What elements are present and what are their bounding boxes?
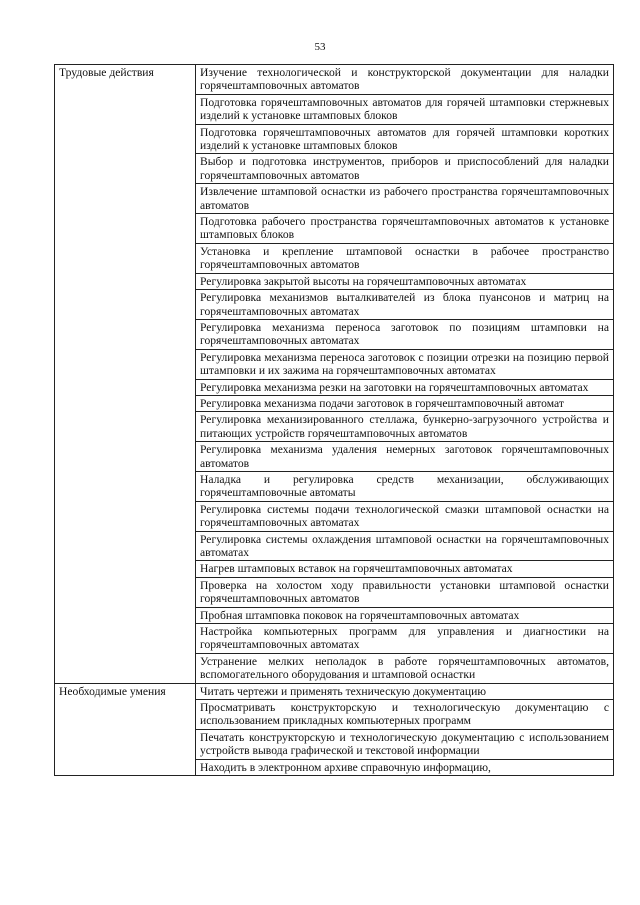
table-cell-item: Регулировка механизма подачи заготовок в горячештамповочный автомат (196, 395, 614, 411)
table-row (55, 65, 614, 95)
table-cell-item: Регулировка системы охлаждения штамповой оснастки на горячештамповочных автоматах (196, 531, 614, 561)
table-cell-item: Извлечение штамповой оснастки из рабочего пространства горячештамповочных автоматов (196, 184, 614, 214)
table-cell-item: Подготовка горячештамповочных автоматов для горячей штамповки коротких изделий к установке штамповых блоков (196, 124, 614, 154)
table-cell-item: Пробная штамповка поковок на горячештамповочных автоматах (196, 607, 614, 623)
table-cell-item: Выбор и подготовка инструментов, приборов и приспособлений для наладки горячештамповочных автоматов (196, 154, 614, 184)
table-cell-item: Подготовка рабочего пространства горячештамповочных автоматов к установке штамповых блоков (196, 214, 614, 244)
table-cell-item: Подготовка горячештамповочных автоматов для горячей штамповки стержневых изделий к установке штамповых блоков (196, 94, 614, 124)
table-cell-item: Печатать конструкторскую и технологическую документацию с использованием устройств вывода графической и текстовой информации (196, 729, 614, 759)
table-cell-item: Настройка компьютерных программ для управления и диагностики на горячештамповочных автоматах (196, 624, 614, 654)
table-cell-item: Устранение мелких неполадок в работе горячештамповочных автоматов, вспомогательного оборудования и штамповой оснастки (196, 653, 614, 683)
table-cell-item: Изучение технологической и конструкторской документации для наладки горячештамповочных автоматов (196, 65, 614, 95)
table-cell-item: Наладка и регулировка средств механизации, обслуживающих горячештамповочные автоматы (196, 471, 614, 501)
section-label: Трудовые действия (55, 65, 196, 684)
table-cell-item: Нагрев штамповых вставок на горячештамповочных автоматах (196, 561, 614, 577)
table-cell-item: Регулировка механизма переноса заготовок с позиции отрезки на позицию первой штамповки и их зажима на горячештамповочных автоматах (196, 349, 614, 379)
table-cell-item: Регулировка механизированного стеллажа, бункерно-загрузочного устройства и питающих устройств горячештамповочных автоматов (196, 412, 614, 442)
table-cell-item: Регулировка механизма резки на заготовки на горячештамповочных автоматах (196, 379, 614, 395)
table-cell-item: Установка и крепление штамповой оснастки в рабочее пространство горячештамповочных автоматов (196, 243, 614, 273)
table-cell-item: Регулировка механизма переноса заготовок по позициям штамповки на горячештамповочных автоматах (196, 319, 614, 349)
table-row (55, 683, 614, 699)
table-cell-item: Регулировка механизмов выталкивателей из блока пуансонов и матриц на горячештамповочных автоматах (196, 290, 614, 320)
table-cell-item: Читать чертежи и применять техническую документацию (196, 683, 614, 699)
table-cell-item: Регулировка механизма удаления немерных заготовок горячештамповочных автоматов (196, 442, 614, 472)
requirements-table (54, 64, 614, 776)
table-cell-item: Регулировка системы подачи технологической смазки штамповой оснастки на горячештамповочных автоматах (196, 501, 614, 531)
table-cell-item: Проверка на холостом ходу правильности установки штамповой оснастки горячештамповочных автоматов (196, 577, 614, 607)
table-cell-item: Регулировка закрытой высоты на горячештамповочных автоматах (196, 273, 614, 289)
table-cell-item: Просматривать конструкторскую и технологическую документацию с использованием прикладных компьютерных программ (196, 700, 614, 730)
page-number: 53 (314, 41, 326, 53)
table-cell-item: Находить в электронном архиве справочную информацию, (196, 759, 614, 775)
section-label: Необходимые умения (55, 683, 196, 775)
